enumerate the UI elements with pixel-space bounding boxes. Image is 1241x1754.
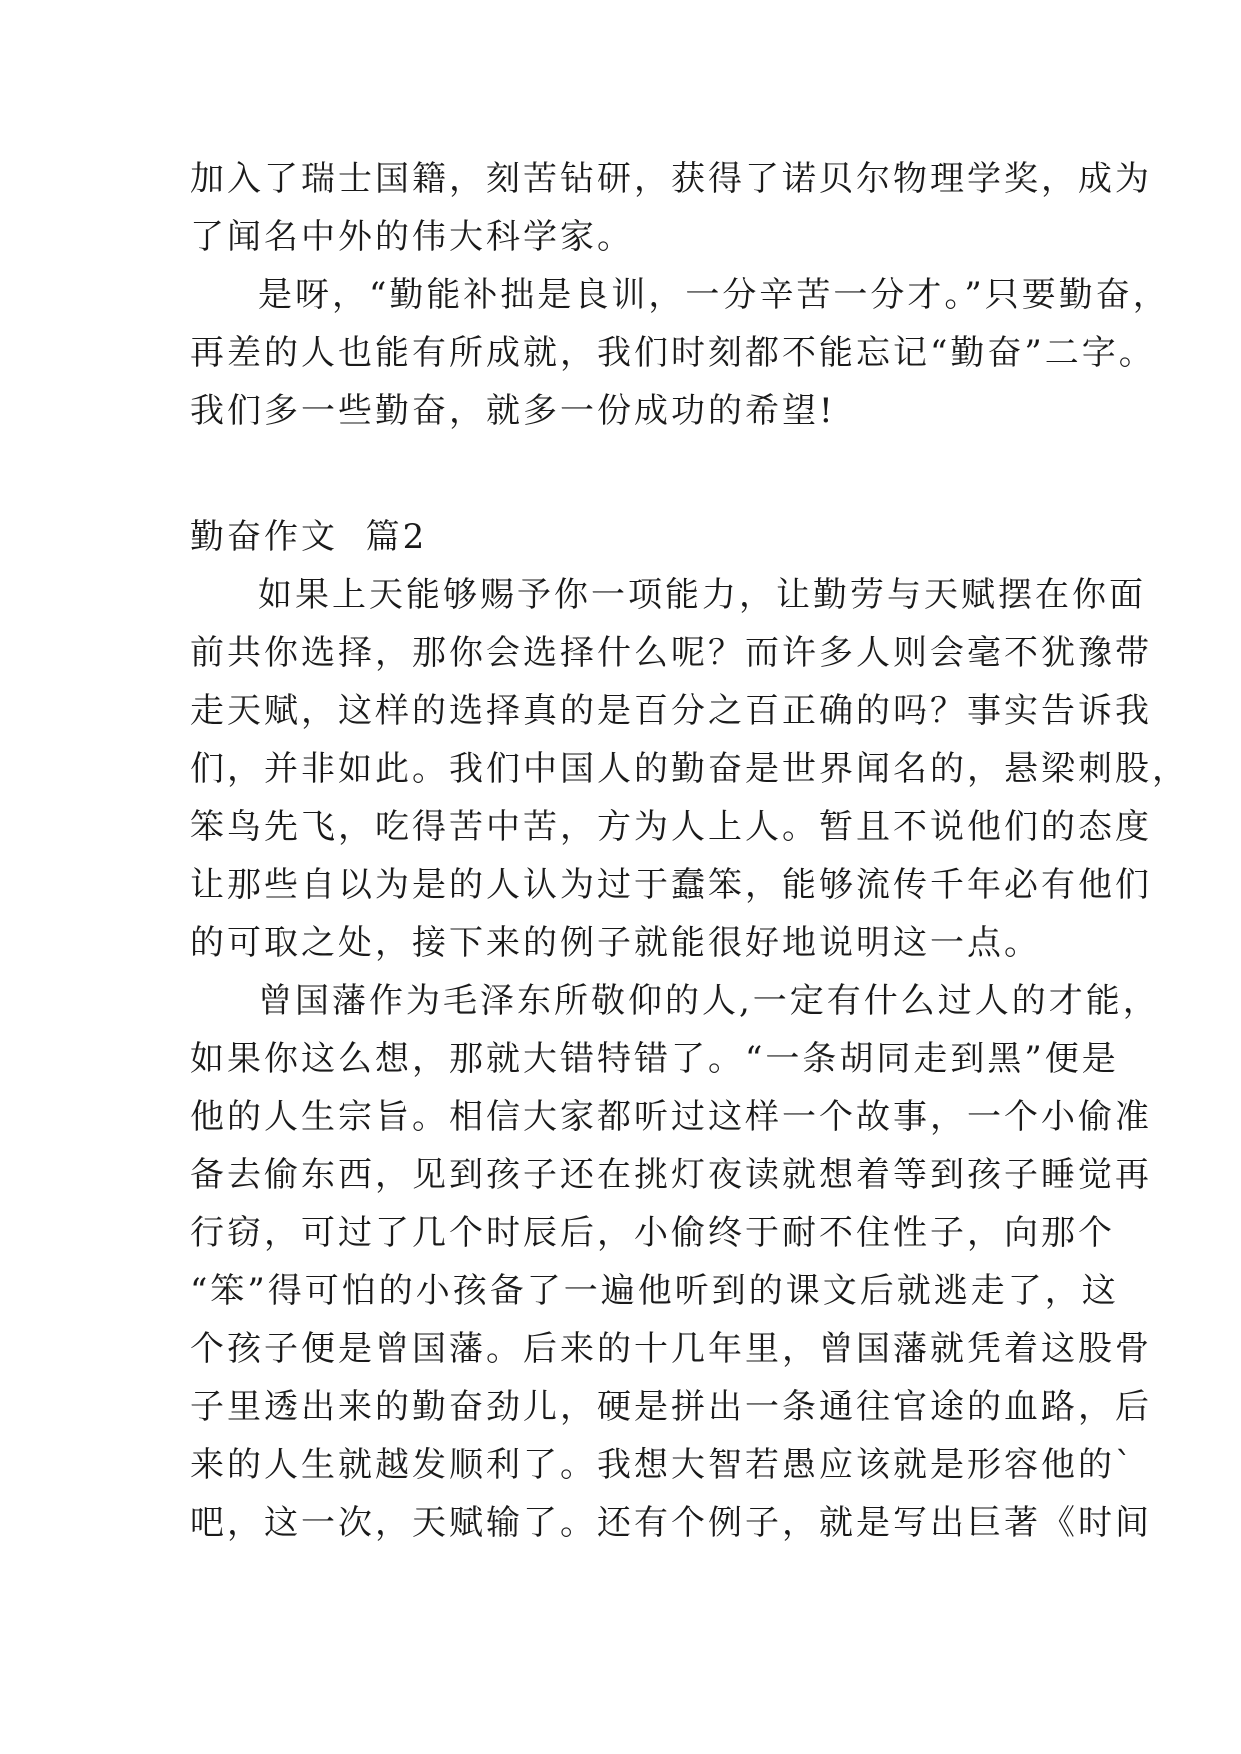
text-line: 们，并非如此。我们中国人的勤奋是世界闻名的，悬梁刺股，	[190, 749, 1189, 789]
text-line: 加入了瑞士国籍，刻苦钻研，获得了诺贝尔物理学奖，成为	[190, 159, 1152, 199]
text-line: 如果上天能够赐予你一项能力，让勤劳与天赋摆在你面	[258, 575, 1146, 615]
text-line: 了闻名中外的伟大科学家。	[190, 217, 634, 257]
text-line: 他的人生宗旨。相信大家都听过这样一个故事，一个小偷准	[190, 1097, 1152, 1137]
text-line: 是呀，“勤能补拙是良训，一分辛苦一分才。”只要勤奋，	[258, 275, 1170, 315]
paragraph	[190, 972, 1160, 1552]
paragraph	[190, 266, 1170, 440]
text-line: 再差的人也能有所成就，我们时刻都不能忘记“勤奋”二字。	[190, 333, 1156, 373]
text-line: 走天赋，这样的选择真的是百分之百正确的吗？事实告诉我	[190, 691, 1152, 731]
text-line: 前共你选择，那你会选择什么呢？而许多人则会毫不犹豫带	[190, 633, 1152, 673]
text-line: 行窃，可过了几个时辰后，小偷终于耐不住性子，向那个	[190, 1213, 1115, 1253]
text-line: 的可取之处，接下来的例子就能很好地说明这一点。	[190, 923, 1041, 963]
text-line: 我们多一些勤奋，就多一份成功的希望!	[190, 391, 836, 431]
text-line: 让那些自以为是的人认为过于蠢笨，能够流传千年必有他们	[190, 865, 1152, 905]
text-line: 个孩子便是曾国藩。后来的十几年里，曾国藩就凭着这股骨	[190, 1329, 1152, 1369]
text-line: 子里透出来的勤奋劲儿，硬是拼出一条通往官途的血路，后	[190, 1387, 1152, 1427]
article-body	[190, 150, 1189, 1552]
text-line: 吧，这一次，天赋输了。还有个例子，就是写出巨著《时间	[190, 1503, 1152, 1543]
text-line: 笨鸟先飞，吃得苦中苦，方为人上人。暂且不说他们的态度	[190, 807, 1152, 847]
text-line: 曾国藩作为毛泽东所敬仰的人,一定有什么过人的才能，	[258, 981, 1160, 1021]
text-line: “笨”得可怕的小孩备了一遍他听到的课文后就逃走了，这	[190, 1271, 1119, 1311]
paragraph-continued	[190, 150, 1152, 266]
text-line: 如果你这么想，那就大错特错了。“一条胡同走到黑”便是	[190, 1039, 1119, 1079]
paragraph	[190, 566, 1189, 972]
text-line: 备去偷东西，见到孩子还在挑灯夜读就想着等到孩子睡觉再	[190, 1155, 1152, 1195]
section-spacer	[190, 440, 1050, 508]
text-line: 来的人生就越发顺利了。我想大智若愚应该就是形容他的`	[190, 1445, 1135, 1485]
section-heading: 勤奋作文 篇2	[190, 517, 428, 557]
